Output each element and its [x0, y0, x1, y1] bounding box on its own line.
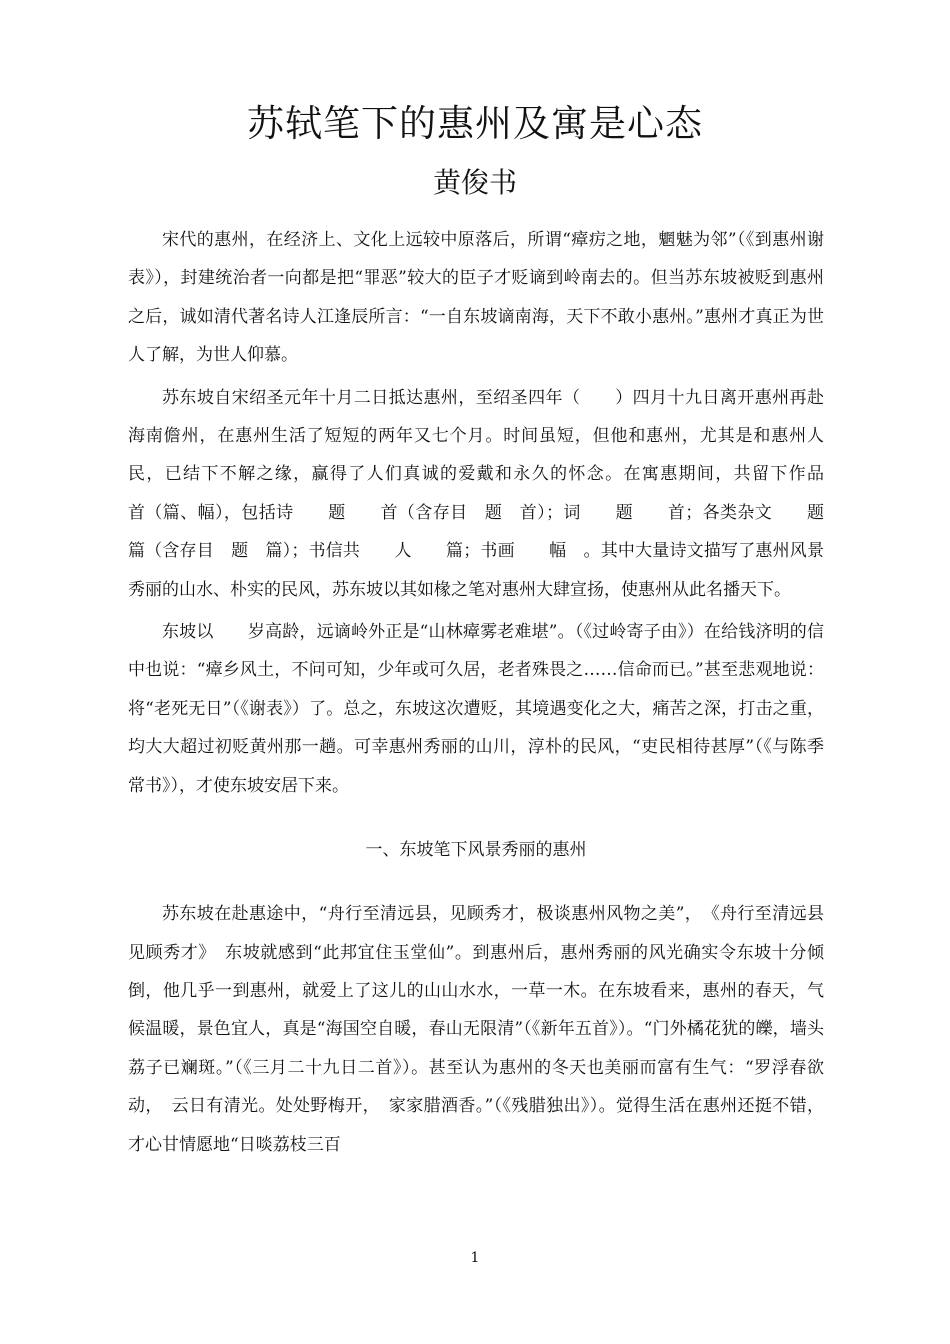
author-name: 黄俊书 — [432, 166, 517, 199]
page-title: 苏轼笔下的惠州及寓是心态 — [247, 102, 703, 145]
paragraph-section-1: 苏东坡在赴惠途中，“舟行至清远县，见顾秀才，极谈惠州风物之美”， 《舟行至清远县见顾秀才》 东坡就感到“此邦宜住玉堂仙”。到惠州后，惠州秀丽的风光确实令东坡十分倾倒，他几乎一到惠州，就爱上了这儿的山山水水，一草一木。在东坡看来，惠州的春天，气候温暖，景色宜人，真是“海国空自暖，春山无限清”（《新年五首》）。“门外橘花犹的皪，墙头荔子已斓斑。”（《三月二十九日二首》）。甚至认为惠州的冬天也美丽而富有生气：“罗浮春欲动， 云日有清光。处处野梅开， 家家腊酒香。”（《残腊独出》）。觉得生活在惠州还挺不错，才心甘情愿地“日啖荔枝三百 — [128, 904, 824, 1155]
paragraph-intro-2: 苏东坡自宋绍圣元年十月二日抵达惠州，至绍圣四年（ ）四月十九日离开惠州再赴海南儋州，在惠州生活了短短的两年又七个月。时间虽短，但他和惠州，尤其是和惠州人民，已结下不解之缘，赢得了人们真诚的爱戴和永久的怀念。在寓惠期间，共留下作品 首（篇、幅），包括诗 题 首（含存目 题 首）；词 题 首；各类杂文 题 篇（含存目 题 篇）；书信共 人 篇；书画 幅 。其中大量诗文描写了惠州风景秀丽的山水、朴实的民风，苏东坡以其如椽之笔对惠州大肆宣扬，使惠州从此名播天下。 — [128, 387, 858, 600]
page-number: 1 — [470, 1250, 480, 1266]
paragraph-intro-3: 东坡以 岁高龄，远谪岭外正是“山林瘴雾老难堪”。（《过岭寄子由》）在给钱济明的信中也说：“瘴乡风土，不问可知，少年或可久居，老者殊畏之……信命而已。”甚至悲观地说：将“老死无日”（《谢表》）了。总之，东坡这次遭贬，其境遇变化之大，痛苦之深，打击之重，均大大超过初贬黄州那一趟。可幸惠州秀丽的山川，淳朴的民风，“吏民相待甚厚”（《与陈季常书》），才使东坡安居下来。 — [128, 622, 824, 796]
document-body — [128, 221, 858, 1168]
section-heading: 一、东坡笔下风景秀丽的惠州 — [365, 840, 587, 861]
paragraph-intro-1: 宋代的惠州，在经济上、文化上远较中原落后，所谓“瘴疠之地，魍魅为邻”（《到惠州谢表》），封建统治者一向都是把“罪恶”较大的臣子才贬谪到岭南去的。但当苏东坡被贬到惠州之后，诚如清代著名诗人江逢辰所言：“一自东坡谪南海，天下不敢小惠州。”惠州才真正为世人了解，为世人仰慕。 — [128, 230, 824, 366]
